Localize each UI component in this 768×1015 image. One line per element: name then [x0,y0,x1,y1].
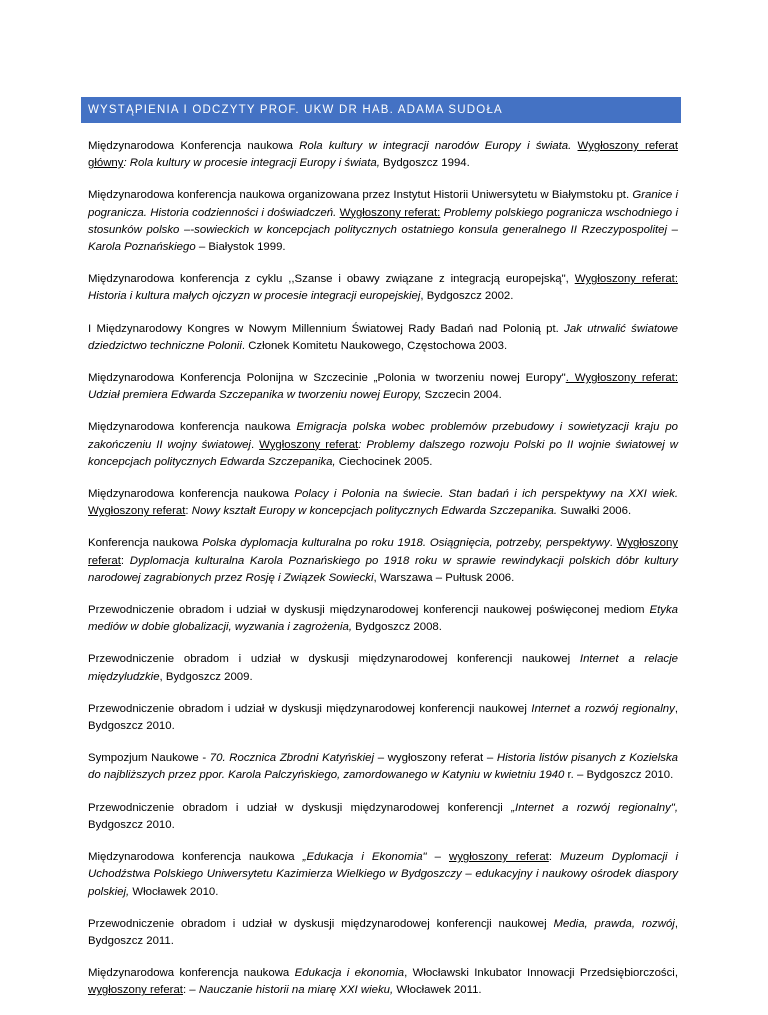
entry-text-segment: Przewodniczenie obradom i udział w dyskusji międzynarodowej konferencji naukowej [88,702,532,715]
entry-paragraph [88,750,678,784]
entry-text-segment: – [426,851,449,864]
entry-text-segment: wygłoszony referat [88,984,183,997]
entry-text-segment: Wygłoszony referat główny [88,140,678,170]
entry-text-segment: Międzynarodowa Konferencja naukowa [88,140,300,152]
entry-paragraph [88,849,678,901]
entry-text-segment: Włocławek 2010. [129,885,219,898]
entry-text-segment: Ciechocinek 2005. [335,455,433,468]
entry-paragraph [88,965,678,999]
entry-text-segment: I Międzynarodowy Kongres w Nowym Millennium Światowej Rady Badań nad Polonią pt. [88,322,565,335]
entry-text-segment: Wygłoszony referat: [574,273,678,286]
entry-text-segment: Dyplomacja kulturalna Karola Poznańskiego po 1918 roku w sprawie rewindykacji polskich dóbr kultury narodowej zagrabionych przez Rosję i Związek Sowiecki [88,554,678,584]
entry-text-segment: , Bydgoszcz 2011. [88,917,678,947]
entry-paragraph [88,271,678,305]
entry-text-segment: Bydgoszcz 1994. [379,157,470,170]
entry-text-segment: – wygłoszony referat – [374,752,497,765]
entry-text-segment: Polska dyplomacja kulturalna po roku 1918. Osiągnięcia, potrzeby, perspektywy [202,537,610,550]
entry-text-segment: : – [182,984,199,997]
entry-text-segment: Internet a rozwój regionalny [531,702,675,715]
entry-text-segment: Emigracja polska wobec problemów przebudowy i sowietyzacji kraju po zakończeniu II wojny światowej [88,421,678,451]
entry-text-segment: Granice i pogranicza. Historia codzienności i doświadczeń. [88,189,678,219]
entry-paragraph [88,701,678,735]
entry-text-segment: Wygłoszony referat [88,505,186,518]
entry-text-segment: , Bydgoszcz 2002. [420,290,514,303]
entry-text-segment: : Rola kultury w procesie integracji Europy i świata, [123,157,380,170]
entry-text-segment: Szczecin 2004. [421,389,502,402]
entry-text-segment: Przewodniczenie obradom i udział w dyskusji międzynarodowej konferencji naukowej poświęconej mediom [88,604,650,617]
entry-text-segment: Suwałki 2006. [557,505,632,518]
entry-text-segment: „Edukacja i Ekonomia" [302,851,427,864]
entry-text-segment: r. – Bydgoszcz 2010. [564,769,674,782]
entry-text-segment: wygłoszony referat [449,851,549,864]
entry-text-segment: . [609,537,617,550]
entry-text-segment: Nowy kształt Europy w koncepcjach politycznych Edwarda Szczepanika. [191,505,558,518]
entry-text-segment: Polacy i Polonia na świecie. Stan badań i ich perspektywy na XXI wiek. [294,488,678,501]
entry-text-segment: Konferencja naukowa [88,537,203,550]
entry-text-segment: Problemy polskiego pogranicza wschodniego i stosunków polsko –-sowieckich w koncepcjach politycznych ostatniego konsula generalnego II Rzeczypospolitej – Karola Poznańskiego [88,206,678,254]
entry-paragraph [88,419,678,471]
entry-text-segment: Wygłoszony referat [88,537,678,567]
entry-text-segment: Bydgoszcz 2008. [352,621,442,634]
entry-paragraph [88,916,678,950]
entry-text-segment: Nauczanie historii na miarę XXI wieku, [198,984,394,997]
entry-paragraph [88,370,678,404]
section-title: WYSTĄPIENIA I ODCZYTY PROF. UKW DR HAB. ADAMA SUDOŁA [88,104,503,116]
entry-text-segment: Międzynarodowa konferencja naukowa [88,967,295,980]
entry-paragraph [88,602,678,636]
entry-text-segment: Rola kultury w integracji narodów Europy i świata. [299,140,572,152]
entry-paragraph [88,651,678,685]
entry-paragraph [88,486,678,520]
entry-text-segment: Wygłoszony referat: [339,206,441,219]
entry-text-segment: Bydgoszcz 2010. [88,818,175,831]
entry-text-segment: . [250,438,260,451]
entry-paragraph [88,187,678,256]
entry-text-segment: , Bydgoszcz 2009. [159,670,253,683]
entry-text-segment: Włocławek 2011. [393,984,482,997]
entry-text-segment: „Internet a rozwój regionalny", [511,801,678,814]
entry-text-segment: – Białystok 1999. [195,241,286,254]
entry-text-segment: Historia i kultura małych ojczyzn w procesie integracji europejskiej [88,290,421,303]
section-header [81,97,681,123]
entry-text-segment: Przewodniczenie obradom i udział w dyskusji międzynarodowej konferencji naukowej [88,917,554,930]
entry-text-segment: , Warszawa – Pułtusk 2006. [373,571,515,584]
entry-text-segment: . Członek Komitetu Naukowego, Częstochowa 2003. [241,339,508,352]
entry-text-segment: : [120,554,130,567]
entry-paragraph [88,138,678,172]
entry-text-segment: , Bydgoszcz 2010. [88,702,678,733]
entry-text-segment: Międzynarodowa konferencja naukowa [88,851,303,864]
entry-paragraph [88,321,678,355]
entry-text-segment: Etyka mediów w dobie globalizacji, wyzwania i zagrożenia, [88,604,678,634]
entry-text-segment: , Włocławski Inkubator Innowacji Przedsiębiorczości, [404,967,678,980]
entry-text-segment: . Wygłoszony referat: [565,372,678,385]
entry-text-segment: Międzynarodowa konferencja naukowa organizowana przez Instytut Historii Uniwersytetu w Białymstoku pt. [88,189,633,202]
entry-text-segment: Międzynarodowa konferencja naukowa [88,421,297,434]
entry-paragraph [88,535,678,587]
entry-text-segment: Międzynarodowa konferencja naukowa [88,488,295,501]
entry-paragraph [88,800,678,834]
entry-text-segment: Wygłoszony referat [259,438,359,451]
entry-text-segment: Media, prawda, rozwój [553,917,675,930]
entry-text-segment: Edukacja i ekonomia [294,967,405,980]
entry-text-segment: Międzynarodowa konferencja z cyklu ,,Szanse i obawy związane z integracją europejską", [88,273,575,286]
entry-text-segment: Historia listów pisanych z Kozielska do najbliższych przez ppor. Karola Palczyńskiego, zamordowanego w Katyniu w kwietniu 1940 [88,752,679,782]
entry-text-segment: 70. Rocznica Zbrodni Katyńskiej [209,752,375,765]
entry-text-segment: Jak utrwalić światowe dziedzictwo techniczne Polonii [88,322,679,352]
entry-text-segment: Międzynarodowa Konferencja Polonijna w Szczecinie „Polonia w tworzeniu nowej Europy" [88,372,566,385]
entry-text-segment: : Problemy dalszego rozwoju Polski po II wojnie światowej w koncepcjach politycznych Edwarda Szczepanika, [88,438,678,468]
entry-text-segment: Muzeum Dyplomacji i Uchodźstwa Polskiego Uniwersytetu Kazimierza Wielkiego w Bydgoszczy – edukacyjny i naukowy ośrodek diaspory polskiej, [88,851,678,898]
entry-text-segment: Udział premiera Edwarda Szczepanika w tworzeniu nowej Europy, [88,389,422,402]
entry-text-segment: Internet a relacje międzyludzkie [88,653,678,683]
entry-text-segment: Przewodniczenie obradom i udział w dyskusji międzynarodowej konferencji naukowej [88,653,580,666]
entry-text-segment: : [548,851,561,864]
entry-text-segment: Przewodniczenie obradom i udział w dyskusji międzynarodowej konferencji [88,801,512,814]
entries-list [88,138,678,1015]
entry-text-segment: : [185,505,192,518]
entry-text-segment: Sympozjum Naukowe - [88,752,210,765]
